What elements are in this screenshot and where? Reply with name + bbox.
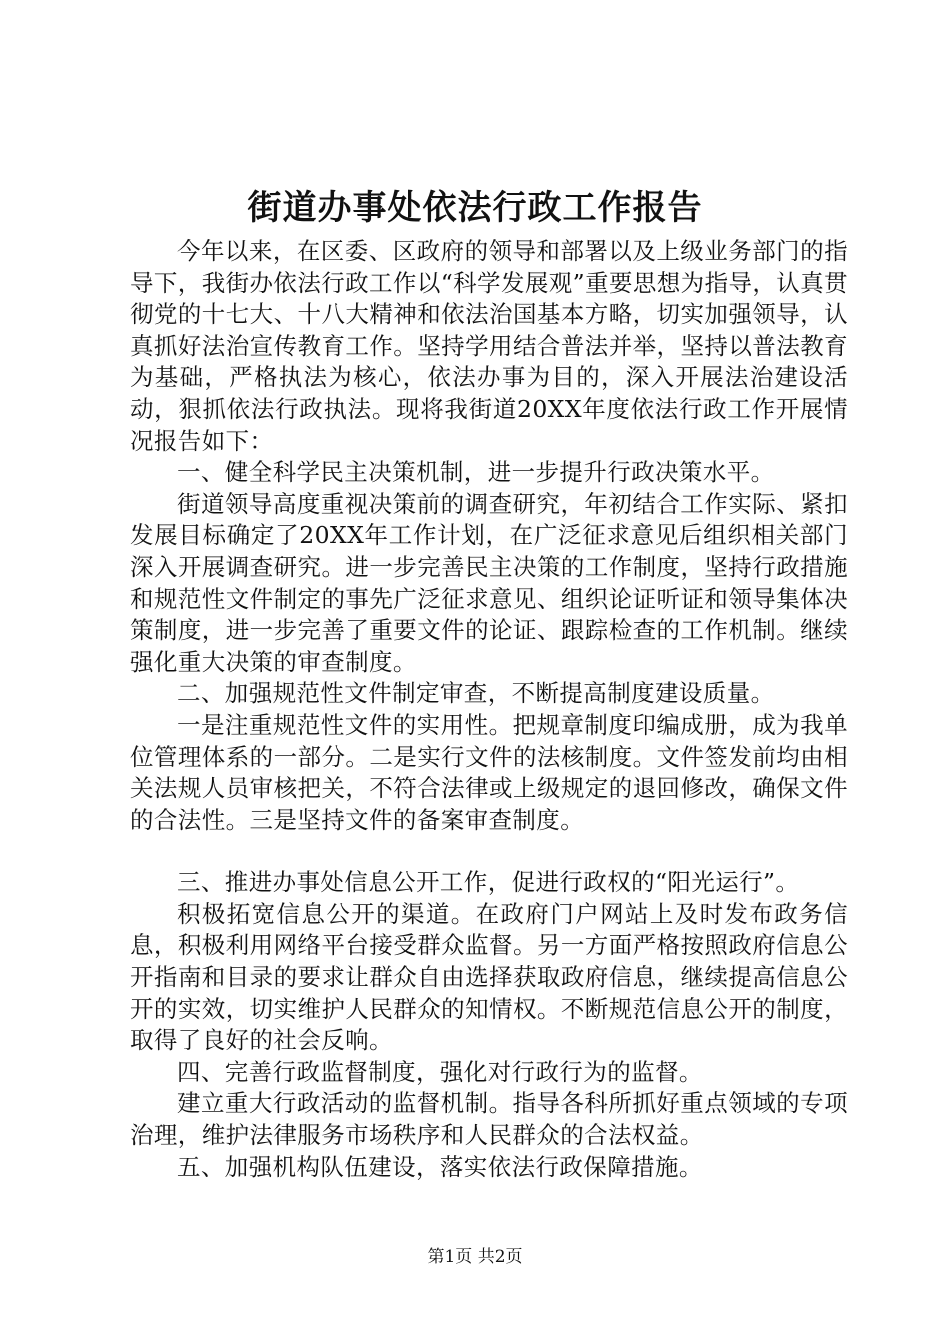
section-heading-3: 三、推进办事处信息公开工作，促进行政权的“阳光运行”。: [177, 868, 800, 897]
paragraph-section-4: 建立重大行政活动的监督机制。指导各科所抓好重点领域的专项治理，维护法律服务市场秩序和人民群众的合法权益。: [130, 1089, 848, 1150]
section-heading-5: 五、加强机构队伍建设，落实依法行政保障措施。: [177, 1152, 703, 1181]
paragraph-section-2: 一是注重规范性文件的实用性。把规章制度印编成册，成为我单位管理体系的一部分。二是实行文件的法核制度。文件签发前均由相关法规人员审核把关，不符合法律或上级规定的退回修改，确保文件的合法性。三是坚持文件的备案审查制度。: [130, 710, 848, 834]
paragraph-section-3: 积极拓宽信息公开的渠道。在政府门户网站上及时发布政务信息，积极利用网络平台接受群众监督。另一方面严格按照政府信息公开指南和目录的要求让群众自由选择获取政府信息，继续提高信息公开的实效，切实维护人民群众的知情权。不断规范信息公开的制度，取得了良好的社会反响。: [130, 899, 848, 1055]
paragraph-section-1: 街道领导高度重视决策前的调查研究，年初结合工作实际、紧扣发展目标确定了20XX年工作计划，在广泛征求意见后组织相关部门深入开展调查研究。进一步完善民主决策的工作制度，坚持行政措施和规范性文件制定的事先广泛征求意见、组织论证听证和领导集体决策制度，进一步完善了重要文件的论证、跟踪检查的工作机制。继续强化重大决策的审查制度。: [130, 489, 848, 676]
paragraph-intro: 今年以来，在区委、区政府的领导和部署以及上级业务部门的指导下，我街办依法行政工作以“科学发展观”重要思想为指导，认真贯彻党的十七大、十八大精神和依法治国基本方略，切实加强领导，认真抓好法治宣传教育工作。坚持学用结合普法并举，坚持以普法教育为基础，严格执法为核心，依法办事为目的，深入开展法治建设活动，狠抓依法行政执法。现将我街道20XX年度依法行政工作开展情况报告如下：: [130, 237, 848, 455]
page-number-footer: 第1页 共2页: [427, 1247, 523, 1267]
section-heading-4: 四、完善行政监督制度，强化对行政行为的监督。: [177, 1057, 703, 1086]
section-heading-2: 二、加强规范性文件制定审查，不断提高制度建设质量。: [177, 679, 775, 708]
section-heading-1: 一、健全科学民主决策机制，进一步提升行政决策水平。: [177, 458, 775, 487]
document-title: 街道办事处依法行政工作报告: [247, 188, 703, 228]
document-body: [130, 236, 848, 1183]
